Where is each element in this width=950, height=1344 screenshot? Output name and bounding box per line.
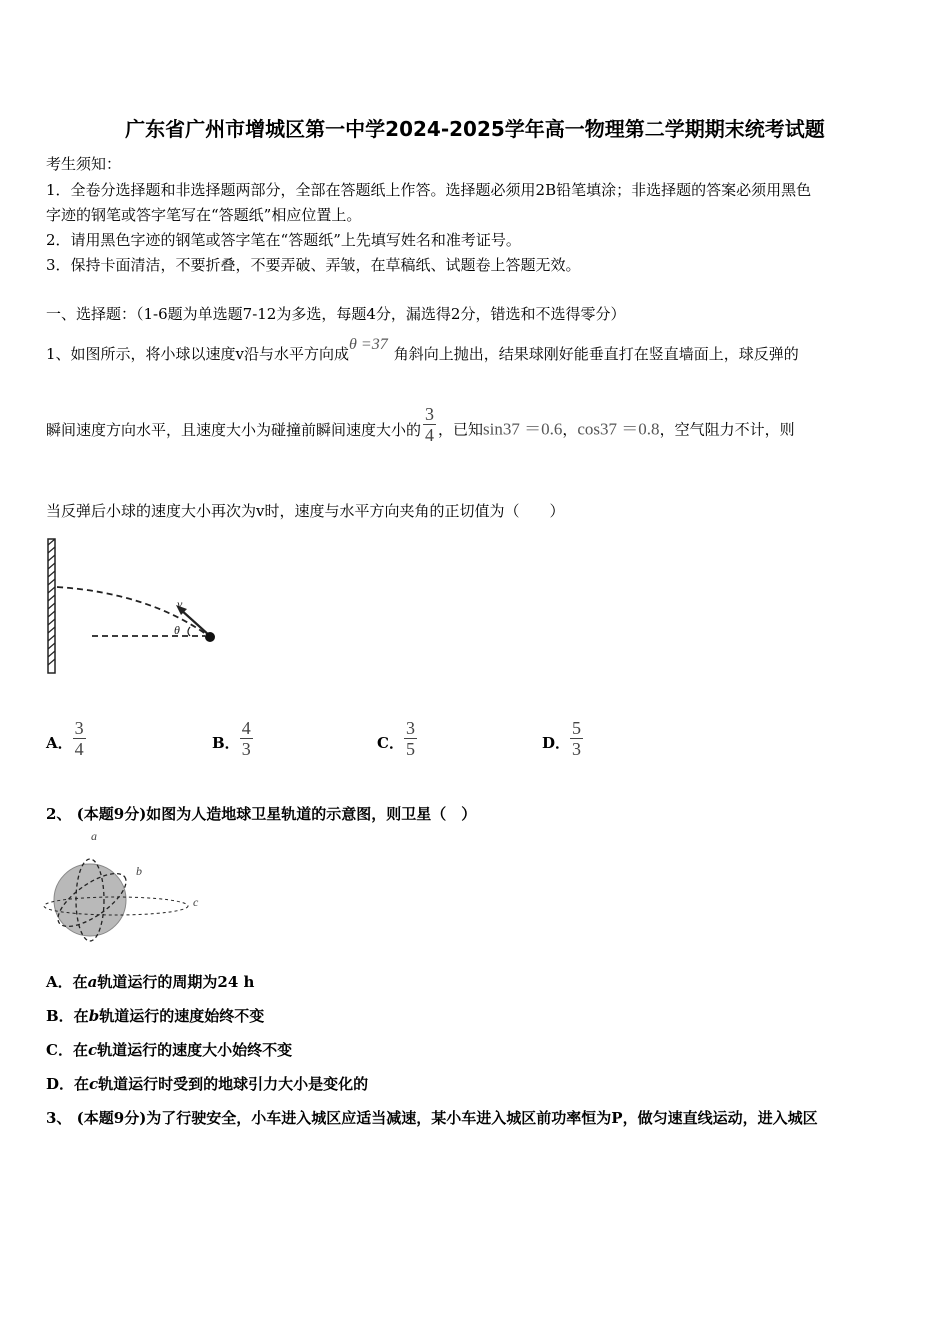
q2-option-a-pre: A．在 — [46, 973, 88, 991]
q2-option-b-var: b — [88, 1007, 100, 1025]
q3-stem: 3、 (本题9分)为了行驶安全，小车进入城区应适当减速，某小车进入城区前功率恒为P，做匀速直线运动，进入城区 — [46, 1109, 818, 1127]
q1-option-c[interactable] — [377, 718, 417, 759]
q1-text-c: 瞬间速度方向水平，且速度大小为碰撞前瞬间速度大小的 — [46, 420, 422, 439]
q2-stem: 2、 (本题9分)如图为人造地球卫星轨道的示意图，则卫星（ ） — [46, 805, 477, 823]
q2-option-d-var: c — [89, 1075, 99, 1093]
option-d-den: 3 — [572, 739, 582, 759]
q2-option-c[interactable] — [46, 1039, 292, 1060]
option-c-num: 3 — [405, 718, 415, 738]
section-header: 一、选择题：（1-6题为单选题7-12为多选，每题4分，漏选得2分，错选和不选得零分） — [46, 305, 626, 323]
option-c-den: 5 — [405, 739, 415, 759]
q1-text-b: 角斜向上抛出，结果球刚好能垂直打在竖直墙面上，球反弹的 — [393, 345, 799, 363]
angle-arc — [188, 627, 190, 636]
q1-text-e: ，空气阻力不计，则 — [659, 420, 795, 439]
q1-fraction — [423, 404, 436, 445]
option-c-label: C． — [377, 733, 404, 752]
ball — [205, 632, 215, 642]
q1-cos: cos37 ＝0.8 — [577, 419, 660, 439]
q1-option-d[interactable] — [542, 718, 583, 759]
q2-option-d-pre: D．在 — [46, 1075, 90, 1093]
option-d-num: 5 — [572, 718, 582, 738]
q1-text-d: ，已知 — [438, 420, 484, 439]
q2-option-b-post: 轨道运行的速度始终不变 — [99, 1007, 265, 1025]
q2-option-a[interactable] — [46, 971, 254, 992]
q1-text-a: 1、如图所示，将小球以速度v沿与水平方向成 — [46, 345, 350, 363]
option-a-fraction — [73, 718, 86, 759]
q1-fraction-num: 3 — [425, 404, 435, 424]
q2-option-c-post: 轨道运行的速度大小始终不变 — [97, 1041, 293, 1059]
notice-line-2: 2．请用黑色字迹的钢笔或答字笔在“答题纸”上先填写姓名和准考证号。 — [46, 231, 521, 249]
q2-figure — [40, 826, 210, 946]
label-a: a — [91, 829, 97, 843]
option-d-label: D． — [542, 733, 571, 752]
wall-hatching — [48, 539, 55, 673]
notice-header: 考生须知： — [46, 155, 122, 173]
option-d-fraction — [570, 718, 583, 759]
q2-option-b-pre: B．在 — [46, 1007, 89, 1025]
option-b-fraction — [240, 718, 253, 759]
notice-line-1b: 字迹的钢笔或答字笔写在“答题纸”相应位置上。 — [46, 206, 362, 224]
label-c: c — [193, 895, 199, 909]
option-b-label: B． — [212, 733, 240, 752]
q1-comma: ， — [562, 420, 578, 439]
q1-figure — [40, 535, 230, 675]
notice-line-1a: 1．全卷分选择题和非选择题两部分，全部在答题纸上作答。选择题必须用2B铅笔填涂；非选择题的答案必须用黑色 — [46, 181, 812, 199]
q2-option-a-post: 轨道运行的周期为24 h — [97, 973, 255, 991]
option-a-num: 3 — [74, 718, 84, 738]
q1-line3: 当反弹后小球的速度大小再次为v时，速度与水平方向夹角的正切值为（ ） — [46, 502, 565, 520]
option-a-label: A． — [46, 733, 73, 752]
q2-option-c-var: c — [87, 1041, 98, 1059]
q1-option-b[interactable] — [212, 718, 253, 759]
q1-line1 — [46, 336, 799, 364]
q1-theta: θ =37 — [349, 336, 388, 353]
q2-option-d[interactable] — [46, 1073, 368, 1094]
q1-fraction-den: 4 — [425, 425, 435, 445]
q2-option-a-var: a — [87, 973, 98, 991]
q2-option-d-post: 轨道运行时受到的地球引力大小是变化的 — [98, 1075, 369, 1093]
q2-option-c-pre: C．在 — [46, 1041, 88, 1059]
label-v: v — [177, 597, 183, 611]
q2-option-b[interactable] — [46, 1005, 264, 1026]
option-b-num: 4 — [241, 718, 251, 738]
option-a-den: 4 — [74, 739, 84, 759]
q1-option-a[interactable] — [46, 718, 86, 759]
q1-line2 — [46, 404, 795, 451]
page-title: 广东省广州市增城区第一中学2024-2025学年高一物理第二学期期末统考试题 — [125, 117, 825, 141]
velocity-arrow — [180, 609, 210, 636]
label-b: b — [136, 864, 142, 878]
option-c-fraction — [404, 718, 417, 759]
option-b-den: 3 — [241, 739, 251, 759]
label-theta: θ — [174, 623, 180, 637]
q1-sin: sin37 ＝0.6 — [483, 419, 563, 439]
trajectory-curve — [57, 587, 210, 637]
notice-line-3: 3．保持卡面清洁，不要折叠，不要弄破、弄皱，在草稿纸、试题卷上答题无效。 — [46, 256, 581, 274]
